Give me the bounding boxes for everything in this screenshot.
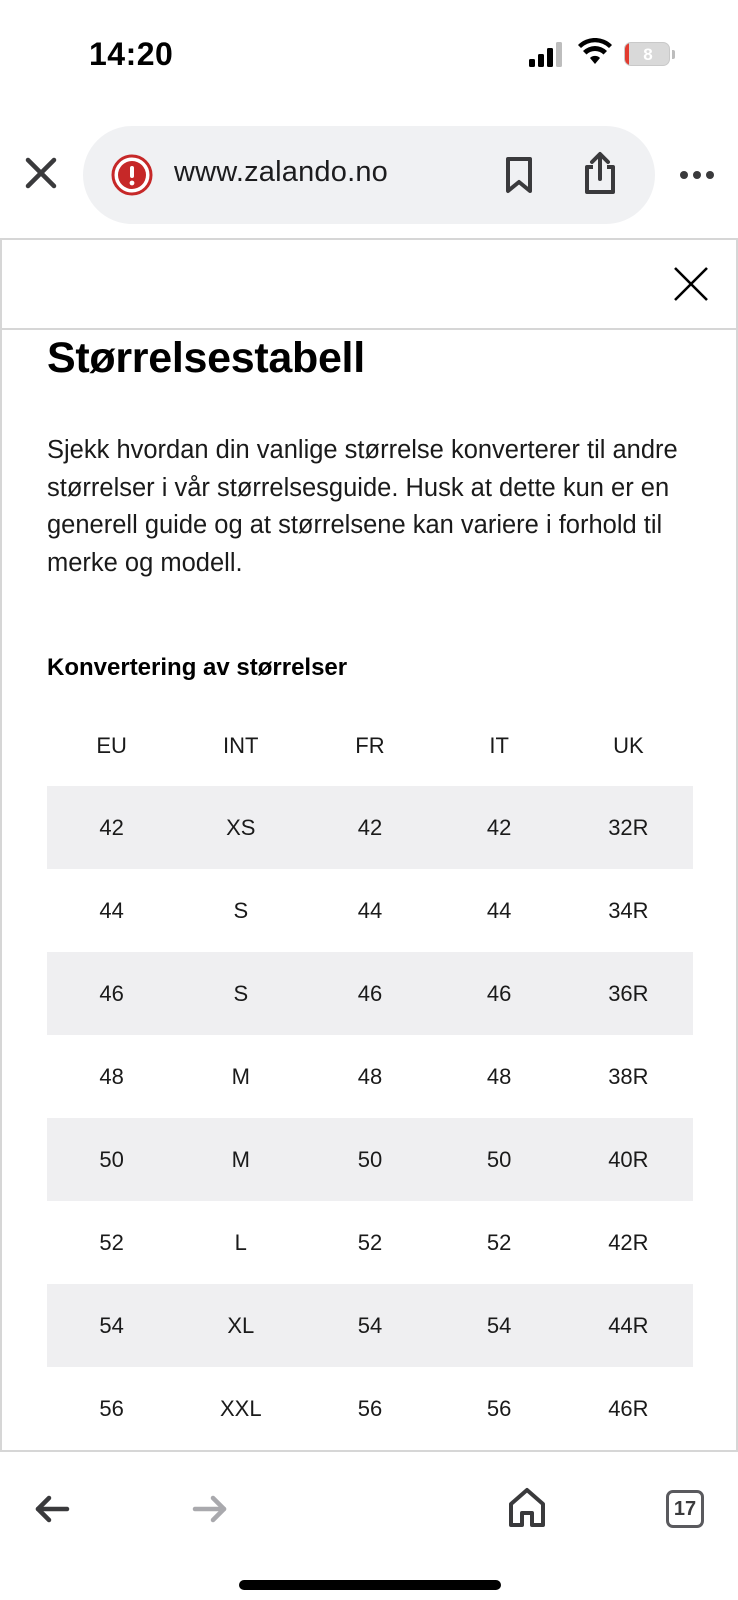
- close-icon[interactable]: [24, 156, 58, 190]
- back-arrow-icon[interactable]: [34, 1494, 70, 1524]
- table-row: [47, 952, 693, 1035]
- close-modal-icon[interactable]: [673, 266, 709, 302]
- web-content: [0, 238, 738, 1452]
- table-row: [47, 1367, 693, 1450]
- table-row: [47, 1284, 693, 1367]
- forward-arrow-icon[interactable]: [192, 1494, 228, 1524]
- more-options-icon[interactable]: [679, 168, 715, 182]
- browser-toolbar: [0, 100, 738, 238]
- table-cell: 46: [47, 952, 176, 1035]
- page-title: Størrelsestabell: [47, 334, 365, 382]
- table-cell: 40R: [564, 1118, 693, 1201]
- table-cell: 50: [47, 1118, 176, 1201]
- table-cell: 54: [305, 1284, 434, 1367]
- column-header: EU: [96, 733, 127, 758]
- table-cell: 42R: [608, 1229, 649, 1255]
- table-row: [47, 1035, 693, 1118]
- table-cell: 42: [435, 786, 564, 869]
- table-cell: 34R: [608, 897, 649, 923]
- table-cell: 32R: [564, 786, 693, 869]
- table-cell: 44: [486, 897, 512, 923]
- browser-bottom-toolbar: [0, 1452, 738, 1600]
- table-cell: XS: [176, 786, 305, 869]
- table-cell: 44: [99, 897, 124, 923]
- table-cell: 56: [486, 1395, 512, 1421]
- table-cell: 52: [99, 1229, 124, 1255]
- url-text[interactable]: www.zalando.no: [174, 156, 388, 188]
- table-cell: 48: [486, 1063, 512, 1089]
- table-cell: 46: [305, 952, 434, 1035]
- table-cell: 56: [99, 1395, 124, 1421]
- column-header: IT: [489, 733, 509, 758]
- table-row: [47, 786, 693, 869]
- table-cell: XL: [176, 1284, 305, 1367]
- cellular-signal-icon: [529, 40, 565, 68]
- table-cell: 48: [357, 1063, 383, 1089]
- table-cell: 52: [357, 1229, 383, 1255]
- battery-icon: [624, 40, 676, 68]
- table-row: [47, 1201, 693, 1284]
- table-cell: 48: [99, 1063, 124, 1089]
- bookmark-icon[interactable]: [503, 156, 535, 194]
- share-icon[interactable]: [582, 151, 618, 195]
- section-title: Konvertering av størrelser: [47, 654, 348, 681]
- wifi-icon: [578, 38, 612, 66]
- modal-header: [2, 240, 736, 330]
- status-time: 14:20: [89, 36, 174, 72]
- table-cell: S: [233, 897, 249, 923]
- table-cell: 42: [47, 786, 176, 869]
- status-bar: [0, 0, 738, 100]
- table-row: [47, 869, 693, 952]
- size-guide-modal: [2, 332, 736, 1452]
- column-header: FR: [355, 733, 385, 758]
- table-cell: 44R: [564, 1284, 693, 1367]
- size-conversion-table: [47, 706, 693, 1450]
- home-icon[interactable]: [507, 1486, 547, 1528]
- address-bar[interactable]: [83, 126, 655, 224]
- table-header-row: [47, 706, 693, 786]
- intro-text: Sjekk hvordan din vanlige størrelse konverterer til andre størrelser i vår størrelsesguide. Husk at dette kun er en generell guide og at størrelsene kan variere i forhold til merke og modell.: [47, 436, 678, 577]
- column-header: INT: [223, 733, 259, 758]
- table-cell: 42: [305, 786, 434, 869]
- table-cell: 52: [486, 1229, 512, 1255]
- table-cell: 54: [47, 1284, 176, 1367]
- home-indicator: [239, 1580, 501, 1590]
- table-cell: S: [176, 952, 305, 1035]
- table-cell: 56: [357, 1395, 383, 1421]
- table-cell: 38R: [608, 1063, 649, 1089]
- security-warning-icon[interactable]: [111, 154, 153, 196]
- table-cell: 50: [435, 1118, 564, 1201]
- column-header: UK: [613, 733, 644, 758]
- tabs-button[interactable]: 17: [666, 1490, 704, 1528]
- table-row: [47, 1118, 693, 1201]
- table-cell: M: [176, 1118, 305, 1201]
- table-cell: 50: [305, 1118, 434, 1201]
- table-cell: 54: [435, 1284, 564, 1367]
- table-cell: 46R: [608, 1395, 649, 1421]
- table-cell: XXL: [219, 1395, 262, 1421]
- table-cell: M: [231, 1063, 250, 1089]
- table-cell: 46: [435, 952, 564, 1035]
- table-cell: 36R: [564, 952, 693, 1035]
- table-cell: L: [234, 1229, 247, 1255]
- table-cell: 44: [357, 897, 383, 923]
- battery-level: 8: [643, 45, 653, 64]
